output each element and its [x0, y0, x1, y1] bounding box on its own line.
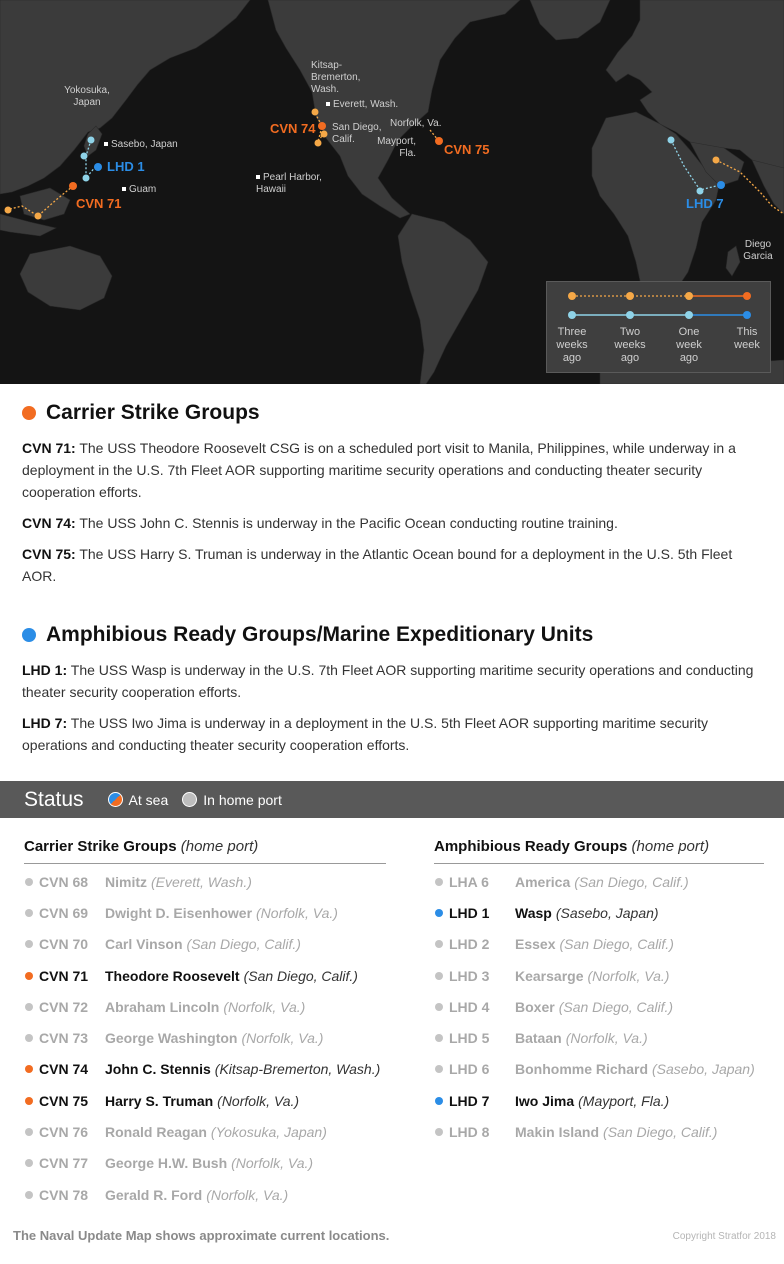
status-dot-icon	[25, 878, 33, 886]
at-sea-dot-icon	[108, 792, 123, 807]
blue-dot-icon	[22, 628, 36, 642]
home-port: (Norfolk, Va.)	[206, 1186, 289, 1203]
ship-label-lhd7: LHD 7	[686, 196, 724, 211]
ship-name: Abraham Lincoln	[105, 998, 220, 1015]
status-dot-icon	[25, 909, 33, 917]
home-port-dot-icon	[182, 792, 197, 807]
hull-code: CVN 70	[39, 936, 89, 953]
cvn75-current-position	[435, 137, 443, 145]
legend-home-port: In home port	[182, 792, 282, 808]
hull-code: CVN 75	[39, 1092, 89, 1109]
india-landmass	[752, 160, 784, 214]
timeline-cvn-this-week	[743, 292, 751, 300]
list-item	[24, 1179, 386, 1210]
home-port: (Sasebo, Japan)	[652, 1061, 755, 1078]
hull-code: CVN 68	[39, 873, 89, 890]
port-label-norfolk: Norfolk, Va.	[390, 118, 442, 129]
status-dot-icon	[435, 1065, 443, 1073]
hull-code: CVN 73	[39, 1030, 89, 1047]
home-port: (Norfolk, Va.)	[565, 1030, 648, 1047]
arg-rows	[434, 864, 764, 1148]
list-item	[434, 960, 764, 991]
copyright: Copyright Stratfor 2018	[672, 1231, 776, 1242]
ship-name: Harry S. Truman	[105, 1092, 214, 1109]
cvn74-past-position	[315, 140, 322, 147]
ship-name: Theodore Roosevelt	[105, 967, 240, 984]
timeline-cvn-three-weeks	[568, 292, 576, 300]
hull-code: LHD 8	[449, 1124, 490, 1141]
list-item	[24, 929, 386, 960]
cvn74-current-position	[318, 122, 326, 130]
list-item	[24, 991, 386, 1022]
hull-code: CVN 69	[39, 904, 89, 921]
status-dot-icon	[25, 1128, 33, 1136]
list-item	[24, 1148, 386, 1179]
home-port: (Everett, Wash.)	[151, 873, 252, 890]
hull-code: LHD 4	[449, 998, 490, 1015]
home-port: (Mayport, Fla.)	[578, 1092, 670, 1109]
hull-code: CVN 74	[39, 1061, 89, 1078]
home-port: (Norfolk, Va.)	[217, 1092, 300, 1109]
csg-section-heading: Carrier Strike Groups	[22, 401, 260, 425]
ship-name: Kearsarge	[515, 967, 584, 984]
footer-note: The Naval Update Map shows approximate current locations.	[13, 1228, 390, 1243]
timeline-lhd-this-week	[743, 311, 751, 319]
home-port: (Norfolk, Va.)	[231, 1155, 314, 1172]
home-port: (San Diego, Calif.)	[186, 936, 301, 953]
arg-list	[434, 838, 764, 1148]
legend-at-sea: At sea	[108, 792, 169, 808]
port-label-kitsap: Kitsap- Bremerton, Wash.	[311, 60, 361, 95]
ship-label-cvn71: CVN 71	[76, 196, 122, 211]
home-port: (Kitsap-Bremerton, Wash.)	[214, 1061, 381, 1078]
list-item	[434, 1116, 764, 1147]
ship-name: George H.W. Bush	[105, 1155, 228, 1172]
timeline-legend	[546, 281, 771, 373]
home-port: (Norfolk, Va.)	[587, 967, 670, 984]
home-port: (San Diego, Calif.)	[558, 998, 674, 1015]
lhd7-past-position	[668, 137, 675, 144]
ship-name: Boxer	[515, 998, 555, 1015]
port-label-diego-garcia: Diego Garcia	[743, 239, 773, 262]
hull-code: CVN 78	[39, 1186, 89, 1203]
port-marker-icon	[326, 102, 330, 106]
port-label-guam: Guam	[122, 184, 156, 196]
list-item	[24, 960, 386, 991]
arg-list-heading: Amphibious Ready Groups (home port)	[434, 838, 764, 864]
status-dot-icon	[435, 1097, 443, 1105]
ship-name: George Washington	[105, 1030, 238, 1047]
timeline-cvn-two-weeks	[626, 292, 634, 300]
ship-name: Bataan	[515, 1030, 562, 1047]
port-marker-icon	[256, 175, 260, 179]
csg-item-cvn71: CVN 71: The USS Theodore Roosevelt CSG is on a scheduled port visit to Manila, Philippines, while underway in a deployment in the U.S. 7th Fleet AOR supporting maritime security operations and conducting theater security cooperation efforts.	[22, 440, 736, 500]
cvn71-current-position	[69, 182, 77, 190]
hull-code: LHD 3	[449, 967, 490, 984]
status-dot-icon	[25, 1065, 33, 1073]
hull-code: LHD 7	[449, 1092, 490, 1109]
csg-list-heading: Carrier Strike Groups (home port)	[24, 838, 386, 864]
lhd1-past-position	[88, 137, 95, 144]
cvn74-past-position	[321, 131, 328, 138]
ship-name: America	[515, 873, 571, 890]
timeline-lhd-three-weeks	[568, 311, 576, 319]
ship-name: Carl Vinson	[105, 936, 183, 953]
lhd7-current-position	[717, 181, 725, 189]
ship-name: Gerald R. Ford	[105, 1186, 203, 1203]
status-dot-icon	[25, 1097, 33, 1105]
status-bar	[0, 781, 784, 818]
timeline-label-one-week: One week ago	[676, 326, 702, 364]
list-item	[24, 1116, 386, 1147]
lhd1-current-position	[94, 163, 102, 171]
home-port: (Sasebo, Japan)	[555, 904, 659, 921]
status-dot-icon	[25, 972, 33, 980]
csg-rows	[24, 864, 386, 1210]
ship-label-cvn75: CVN 75	[444, 142, 490, 157]
timeline-cvn-one-week	[685, 292, 693, 300]
status-dot-icon	[435, 878, 443, 886]
ship-name: Ronald Reagan	[105, 1124, 207, 1141]
port-label-san-diego: San Diego, Calif.	[332, 122, 382, 145]
list-item	[434, 1022, 764, 1053]
status-dot-icon	[25, 1159, 33, 1167]
csg-item-cvn74: CVN 74: The USS John C. Stennis is underway in the Pacific Ocean conducting routine training.	[22, 515, 618, 531]
status-dot-icon	[25, 1191, 33, 1199]
timeline-label-three-weeks: Three weeks ago	[556, 326, 588, 364]
list-item	[434, 991, 764, 1022]
port-label-pearl-harbor: Pearl Harbor, Hawaii	[256, 172, 322, 195]
timeline-label-this-week: This week	[734, 326, 760, 351]
cvn71-past-position	[35, 213, 42, 220]
list-item	[24, 1085, 386, 1116]
home-port: (San Diego, Calif.)	[603, 1124, 718, 1141]
home-port: (San Diego, Calif.)	[574, 873, 689, 890]
hull-code: LHD 5	[449, 1030, 490, 1047]
csg-item-cvn75: CVN 75: The USS Harry S. Truman is underway in the Atlantic Ocean bound for a deployment in the U.S. 5th Fleet AOR.	[22, 546, 733, 584]
list-item	[24, 897, 386, 928]
hull-code: CVN 72	[39, 998, 89, 1015]
arg-item-lhd1: LHD 1: The USS Wasp is underway in the U.S. 7th Fleet AOR supporting maritime security operations and conducting theater security cooperation efforts.	[22, 662, 754, 700]
ship-name: Nimitz	[105, 873, 147, 890]
timeline-lhd-one-week	[685, 311, 693, 319]
status-dot-icon	[25, 1034, 33, 1042]
lhd1-past-position	[81, 153, 88, 160]
status-dot-icon	[435, 1003, 443, 1011]
status-dot-icon	[435, 940, 443, 948]
status-dot-icon	[435, 1034, 443, 1042]
port-label-mayport: Mayport, Fla.	[377, 136, 416, 159]
home-port: (Norfolk, Va.)	[223, 998, 306, 1015]
port-label-sasebo: Sasebo, Japan	[104, 139, 178, 151]
status-dot-icon	[435, 972, 443, 980]
ship-name: Essex	[515, 936, 556, 953]
greenland-landmass	[530, 0, 610, 40]
cvn74-past-position	[312, 109, 319, 116]
port-label-everett: Everett, Wash.	[326, 99, 398, 111]
list-item	[24, 866, 386, 897]
home-port: (Norfolk, Va.)	[241, 1030, 324, 1047]
port-marker-icon	[104, 142, 108, 146]
southeast-asia-landmass	[20, 188, 70, 220]
ship-name: Makin Island	[515, 1124, 600, 1141]
lhd7-past-position	[697, 188, 704, 195]
timeline-label-two-weeks: Two weeks ago	[614, 326, 646, 364]
home-port: (San Diego, Calif.)	[243, 967, 358, 984]
list-item	[434, 929, 764, 960]
naval-map	[0, 0, 784, 384]
list-item	[434, 1085, 764, 1116]
home-port: (San Diego, Calif.)	[559, 936, 674, 953]
home-port: (Norfolk, Va.)	[256, 904, 338, 921]
lhd1-past-position	[83, 175, 90, 182]
status-title: Status	[24, 787, 84, 811]
arg-item-lhd7: LHD 7: The USS Iwo Jima is underway in a deployment in the U.S. 5th Fleet AOR supporting maritime security operations and conducting theater security cooperation efforts.	[22, 715, 709, 753]
cvn71-past-position	[5, 207, 12, 214]
ship-label-cvn74: CVN 74	[270, 121, 316, 136]
south-america-landmass	[398, 214, 488, 384]
port-label-yokosuka: Yokosuka, Japan	[64, 85, 110, 108]
hull-code: CVN 71	[39, 967, 89, 984]
csg-list	[24, 838, 386, 1210]
list-item	[434, 866, 764, 897]
status-dot-icon	[435, 1128, 443, 1136]
ship-name: Dwight D. Eisenhower	[105, 904, 253, 921]
hull-code: LHD 2	[449, 936, 490, 953]
hull-code: CVN 76	[39, 1124, 89, 1141]
hull-code: LHA 6	[449, 873, 489, 890]
hull-code: CVN 77	[39, 1155, 89, 1172]
list-item	[434, 897, 764, 928]
list-item	[24, 1022, 386, 1053]
list-item	[24, 1054, 386, 1085]
port-marker-icon	[122, 187, 126, 191]
ship-name: Wasp	[515, 904, 552, 921]
ship-name: Bonhomme Richard	[515, 1061, 649, 1078]
ship-label-lhd1: LHD 1	[107, 159, 145, 174]
timeline-lhd-two-weeks	[626, 311, 634, 319]
hull-code: LHD 1	[449, 904, 490, 921]
status-dot-icon	[25, 940, 33, 948]
australia-landmass	[20, 246, 112, 310]
arg-section-heading: Amphibious Ready Groups/Marine Expeditionary Units	[22, 623, 593, 647]
ship-name: John C. Stennis	[105, 1061, 211, 1078]
orange-dot-icon	[22, 406, 36, 420]
status-dot-icon	[435, 909, 443, 917]
ship-name: Iwo Jima	[515, 1092, 575, 1109]
list-item	[434, 1054, 764, 1085]
home-port: (Yokosuka, Japan)	[210, 1124, 327, 1141]
cvn-east-past-position	[713, 157, 720, 164]
status-dot-icon	[25, 1003, 33, 1011]
hull-code: LHD 6	[449, 1061, 490, 1078]
